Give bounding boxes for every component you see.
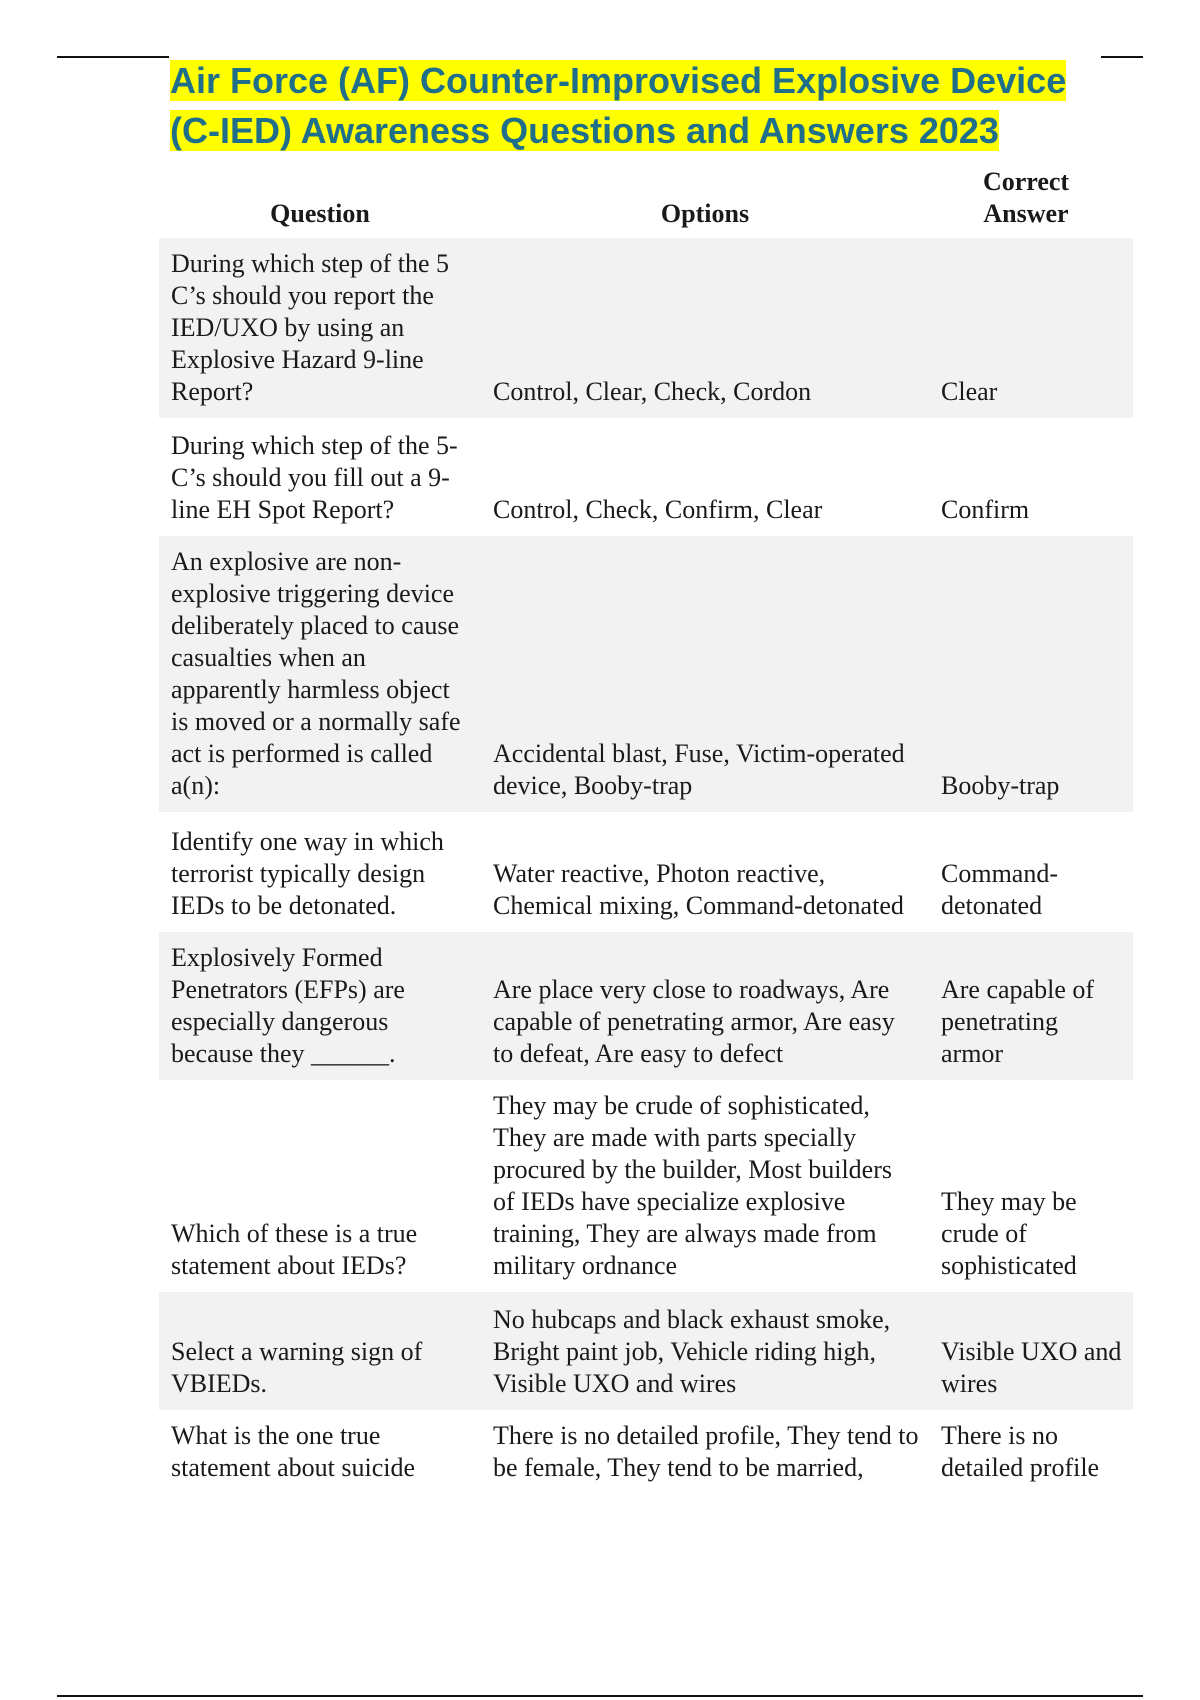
- question-cell: Explosively Formed Penetrators (EFPs) are especially dangerous because they ______.: [159, 932, 481, 1080]
- question-cell: Which of these is a true statement about IEDs?: [171, 1219, 418, 1280]
- header-correct-answer: Correct Answer: [982, 167, 1070, 228]
- document-title-text: Air Force (AF) Counter-Improvised Explosive Device (C-IED) Awareness Questions and Answers 2023: [170, 60, 1067, 151]
- answer-cell: Clear: [929, 238, 1133, 418]
- options-cell: No hubcaps and black exhaust smoke, Bright paint job, Vehicle riding high, Visible UXO and wires: [481, 1292, 929, 1410]
- answer-cell: Are capable of penetrating armor: [929, 932, 1133, 1080]
- header-rule-left: [57, 56, 169, 58]
- table-row: [159, 812, 1133, 932]
- answer-cell: Confirm: [941, 495, 1030, 524]
- question-cell: During which step of the 5-C’s should you fill out a 9-line EH Spot Report?: [171, 431, 458, 524]
- question-cell: Select a warning sign of VBIEDs.: [159, 1292, 481, 1410]
- answer-cell: Booby-trap: [929, 536, 1133, 812]
- header-rule-right: [1101, 56, 1143, 58]
- table-row: [159, 1410, 1133, 1494]
- footer-rule: [57, 1695, 1143, 1697]
- table-row: [159, 932, 1133, 1080]
- options-cell: There is no detailed profile, They tend to be female, They tend to be married,: [493, 1421, 919, 1482]
- answer-cell: There is no detailed profile: [941, 1421, 1100, 1482]
- options-cell: Control, Clear, Check, Cordon: [481, 238, 929, 418]
- table-row: [159, 536, 1133, 812]
- table-row: [159, 1292, 1133, 1410]
- question-cell: Identify one way in which terrorist typically design IEDs to be detonated.: [171, 827, 444, 920]
- table-header-row: [159, 160, 1133, 238]
- options-cell: Are place very close to roadways, Are capable of penetrating armor, Are easy to defeat, Are easy to defect: [481, 932, 929, 1080]
- header-options: Options: [660, 199, 750, 228]
- question-cell: During which step of the 5 C’s should you report the IED/UXO by using an Explosive Hazard 9-line Report?: [159, 238, 481, 418]
- options-cell: Water reactive, Photon reactive, Chemical mixing, Command-detonated: [493, 859, 904, 920]
- question-cell: What is the one true statement about suicide: [171, 1421, 416, 1482]
- header-question: Question: [270, 199, 370, 228]
- question-cell: An explosive are non-explosive triggering device deliberately placed to cause casualties when an apparently harmless object is moved or a normally safe act is performed is called a(n):: [159, 536, 481, 812]
- answer-cell: They may be crude of sophisticated: [941, 1187, 1077, 1280]
- options-cell: Control, Check, Confirm, Clear: [493, 495, 823, 524]
- answer-cell: Visible UXO and wires: [929, 1292, 1133, 1410]
- table-row: [159, 238, 1133, 418]
- answer-cell: Command-detonated: [941, 859, 1058, 920]
- table-row: [159, 1080, 1133, 1292]
- options-cell: They may be crude of sophisticated, They are made with parts specially procured by the builder, Most builders of IEDs have specialize explosive training, They are always made from military ordnance: [493, 1091, 892, 1280]
- options-cell: Accidental blast, Fuse, Victim-operated device, Booby-trap: [481, 536, 929, 812]
- qa-table: [159, 160, 1133, 1494]
- document-title: [170, 56, 1100, 156]
- table-row: [159, 418, 1133, 536]
